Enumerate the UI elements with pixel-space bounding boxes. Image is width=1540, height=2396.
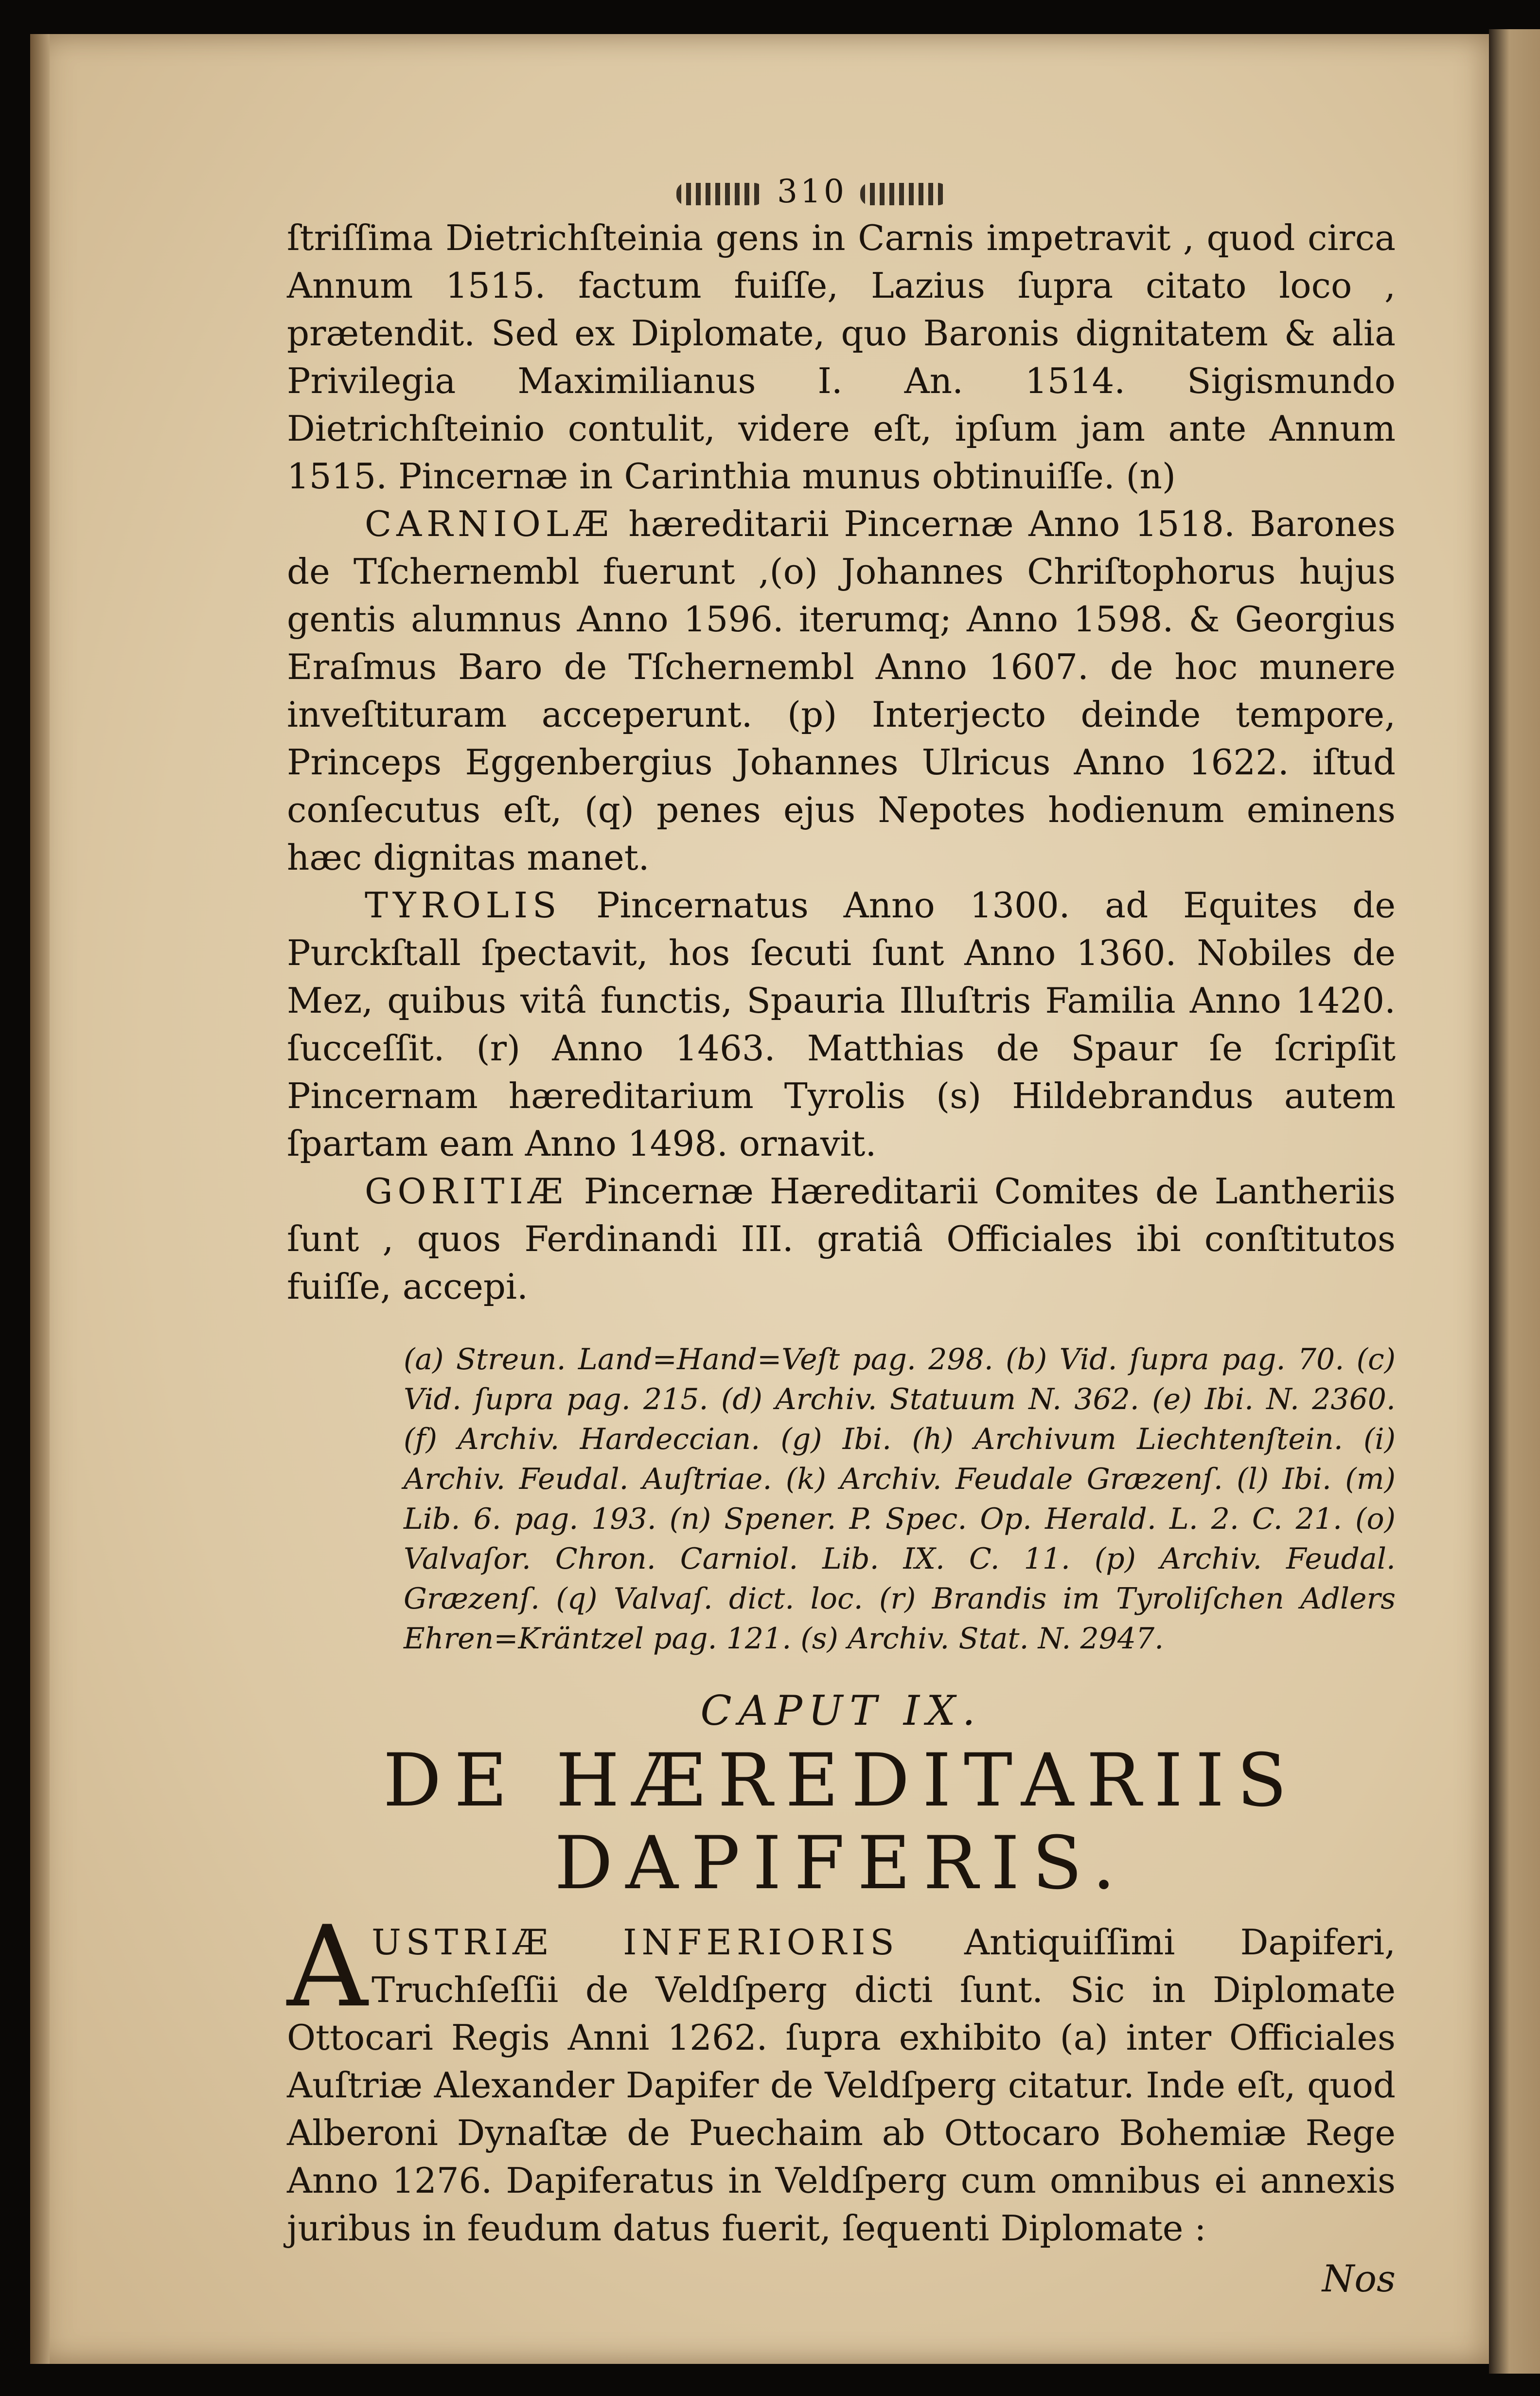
paragraph-lead-austria: USTRIÆ INFERIORIS [372,1922,899,1963]
book-spine-shadow [30,34,50,2364]
facing-page-edge [1489,29,1540,2374]
paragraph-lead-goritia: GORITIÆ [365,1171,568,1212]
chapter-title-line2: DAPIFERIS. [554,1821,1128,1906]
paragraph-austria-inferior [287,1902,1396,2252]
chapter-label: CAPUT IX. [700,1687,982,1734]
paragraph-carniola [287,500,1396,881]
paragraph-body-goritia: Pincernæ Hæreditarii Comites de Lantheriis ſunt , quos Ferdinandi III. gratiâ Officiales ibi conſtitutos fuiſſe, accepi. [287,1171,1396,1307]
drop-cap: A [287,1902,368,2032]
paragraph-goritia [287,1167,1396,1310]
paragraph-lead-carniola: CARNIOLÆ [365,503,614,544]
footnotes: (a) Streun. Land=Hand=Veſt pag. 298. (b) Vid. ſupra pag. 70. (c) Vid. ſupra pag. 215. (d) Archiv. Statuum N. 362. (e) Ibi. N. 2360. (f) Archiv. Hardeccian. (g) Ibi. (h) Archivum Liechtenſtein. (i) Archiv. Feudal. Auſtriae. (k) Archiv. Feudale Græzenſ. (l) Ibi. (m) Lib. 6. pag. 193. (n) Spener. P. Spec. Op. Herald. L. 2. C. 21. (o) Valvaſor. Chron. Carniol. Lib. IX. C. 11. (p) Archiv. Feudal. Græzenſ. (q) Valvaſ. dict. loc. (r) Brandis im Tyroliſchen Adlers Ehren=Kräntzel pag. 121. (s) Archiv. Stat. N. 2947. [404,1342,1396,1656]
page-number: 310 [777,173,847,210]
running-head [229,173,1396,210]
paragraph-body-carniola: hæreditarii Pincernæ Anno 1518. Barones de Tſchernembl fuerunt ,(o) Johannes Chriſtophorus hujus gentis alumnus Anno 1596. iterumq; Anno 1598. & Georgius Eraſmus Baro de Tſchernembl Anno 1607. de hoc munere inveſtituram acceperunt. (p) Interjecto deinde tempore, Princeps Eggenbergius Johannes Ulricus Anno 1622. iſtud conſecutus eſt, (q) penes ejus Nepotes hodienum eminens hæc dignitas manet. [287,503,1396,878]
paragraph-lead-tyrol: TYROLIS [365,885,562,926]
paragraph-body-tyrol: Pincernatus Anno 1300. ad Equites de Purckſtall ſpectavit, hos ſecuti ſunt Anno 1360. Nobiles de Mez, quibus vitâ functis, Spauria Illuſtris Familia Anno 1420. ſucceſſit. (r) Anno 1463. Matthias de Spaur ſe ſcripſit Pincernam hæreditarium Tyrolis (s) Hildebrandus autem ſpartam eam Anno 1498. ornavit. [287,885,1396,1164]
catchword: Nos [1322,2257,1396,2300]
head-ornament-right-icon [860,183,948,205]
paragraph-body-austria: Antiquiſſimi Dapiferi, Truchſeſſii de Veldſperg dicti ſunt. Sic in Diplomate Ottocari Regis Anni 1262. ſupra exhibito (a) inter Officiales Auſtriæ Alexander Dapifer de Veldſperg citatur. Inde eſt, quod Alberoni Dynaſtæ de Puechaim ab Ottocaro Bohemiæ Rege Anno 1276. Dapiferatus in Veldſperg cum omnibus ei annexis juribus in feudum datus fuerit, ſequenti Diplomate : [287,1922,1396,2249]
page-content [287,173,1396,2300]
chapter-title-line1: DE HÆREDITARIIS [383,1738,1300,1823]
paragraph-carinthia-continuation: ſtriſſima Dietrichſteinia gens in Carnis impetravit , quod circa Annum 1515. factum fuiſſe, Lazius ſupra citato loco , prætendit. Sed ex Diplomate, quo Baronis dignitatem & alia Privilegia Maximilianus I. An. 1514. Sigismundo Dietrichſteinio contulit, videre eſt, ipſum jam ante Annum 1515. Pincernæ in Carinthia munus obtinuiſſe. (n) [287,217,1396,497]
head-ornament-left-icon [676,183,764,205]
paragraph-tyrol [287,881,1396,1167]
